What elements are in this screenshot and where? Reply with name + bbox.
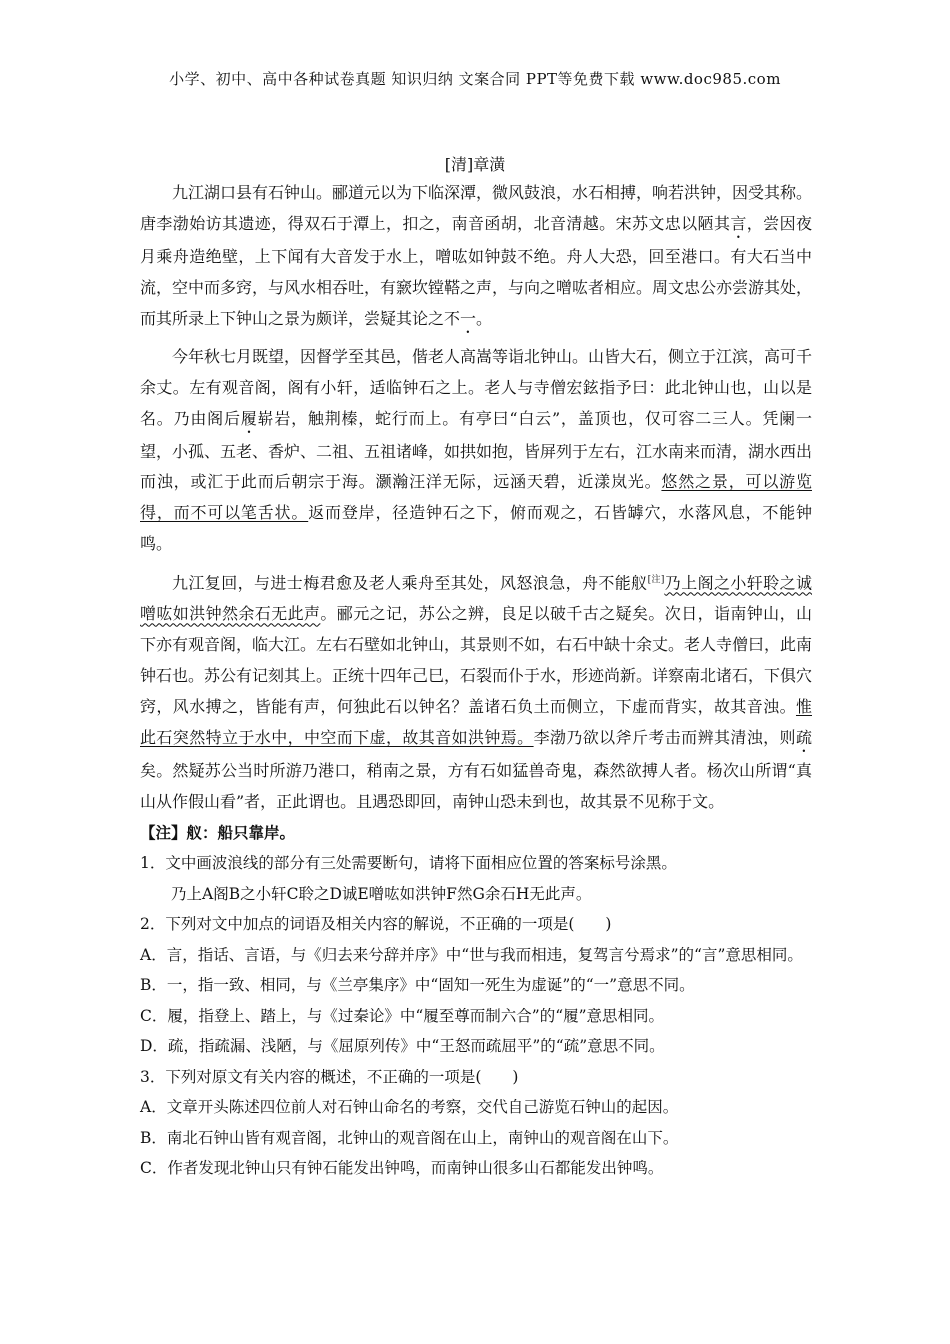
text-run: ，尝因夜月乘舟造绝壁，上下闻有大音发于水上，噌吰如钟鼓不绝。舟人大恐，回至港口。有大石当中流，空中而多窍，与风水相吞吐，有窾坎镗鞳之声，与向之噌吰者相应。周文忠公亦尝游其处，而其所录上下钟山之景为颇详，尝疑其论之不 xyxy=(140,213,813,328)
footnote xyxy=(140,818,812,849)
question-2: 2．下列对文中加点的词语及相关内容的解说，不正确的一项是( ) xyxy=(140,915,612,934)
underlined-sentence: 惟此石突然特立于水中，中空而下虚，故其音如洪钟焉。 xyxy=(140,697,812,748)
question-1-options: 乃上A阁B之小轩C聆之D诚E噌吰如洪钟F然G余石H无此声。 xyxy=(171,884,592,903)
question-1: 1．文中画波浪线的部分有三处需要断句，请将下面相应位置的答案标号涂黑。 xyxy=(140,854,677,873)
paragraph-3 xyxy=(140,565,812,818)
dotted-word: 一 xyxy=(460,308,477,328)
text-run: 李渤乃欲以斧斤考击而辨其清浊，则 xyxy=(533,728,796,748)
wavy-underlined-sentence: 乃上阁之小轩聆之诚噌吰如洪钟然余石无此声 xyxy=(140,573,812,624)
question-2-option-b: B．一，指一致、相同，与《兰亭集序》中“固知一死生为虚诞”的“一”意思不同。 xyxy=(140,976,695,995)
dotted-word: 疏 xyxy=(795,728,812,748)
article-author: [清]章潢 xyxy=(444,155,506,174)
question-2-option-c: C．履，指登上、踏上，与《过秦论》中“履至尊而制六合”的“履”意思相同。 xyxy=(140,1006,665,1025)
dotted-word: 言 xyxy=(730,213,747,233)
text-run: 九江湖口县有石钟山。郦道元以为下临深潭，微风鼓浪，水石相搏，响若洪钟，因受其称。唐李渤始访其遗迹，得双石于潭上，扣之，南音函胡，北音清越。宋苏文忠以陋其 xyxy=(140,183,813,233)
footnote-label: 【注】 xyxy=(140,822,187,842)
text-run: 。 xyxy=(476,308,493,328)
text-run: 今年秋七月既望，因督学至其邑，偕老人高嵩等诣北钟山。山皆大石，侧立于江滨，高可千余丈。左有观音阁，阁有小轩，适临钟石之上。老人与寺僧宏鉉指予曰：此北钟山也，山以是名。乃由阁后 xyxy=(140,346,813,428)
paragraph-2 xyxy=(140,342,812,560)
text-run: 九江复回，与进士梅君愈及老人乘舟至其处，风怒浪急，舟不能舣 xyxy=(172,573,648,593)
article-body xyxy=(140,178,812,1184)
paragraph-1 xyxy=(140,178,812,337)
question-2-option-d: D．疏，指疏漏、浅陋，与《屈原列传》中“王怒而疏屈平”的“疏”意思不同。 xyxy=(140,1037,665,1056)
question-3-option-b: B．南北石钟山皆有观音阁，北钟山的观音阁在山上，南钟山的观音阁在山下。 xyxy=(140,1128,679,1147)
text-run: 。郦元之记，苏公之辨，良足以破千古之疑矣。次日，诣南钟山，山下亦有观音阁，临大江。左右石壁如北钟山，其景则不如，右石中缺十余丈。老人寺僧曰，此南钟石也。苏公有记刻其上。正统十四年己巳，石裂而仆于水，形迹尚新。详察南北诸石，下俱穴窍，风水搏之，皆能有声，何独此石以钟名？盖诸石负土而侧立，下虚而背实，故其音浊。 xyxy=(140,604,813,717)
question-3: 3．下列对原文有关内容的概述，不正确的一项是( ) xyxy=(140,1067,519,1086)
question-3-option-c: C．作者发现北钟山只有钟石能发出钟鸣，而南钟山很多山石都能发出钟鸣。 xyxy=(140,1159,664,1178)
underlined-sentence: 悠然之景，可以游览得，而不可以笔舌状。 xyxy=(140,472,812,523)
text-run: 返而登岸，径造钟石之下，俯而观之，石皆罅穴，水落风息，不能钟鸣。 xyxy=(140,503,812,554)
footnote-text: 舣：船只靠岸。 xyxy=(186,822,296,842)
question-2-option-a: A．言，指话、言语，与《归去来兮辞并序》中“世与我而相违，复驾言兮焉求”的“言”意思相同。 xyxy=(140,945,803,964)
page-header: 小学、初中、高中各种试卷真题 知识归纳 文案合同 PPT等免费下载 www.doc985.com xyxy=(169,70,781,88)
footnote-marker: [注] xyxy=(647,575,665,586)
questions-section xyxy=(140,818,812,1184)
question-3-option-a: A．文章开头陈述四位前人对石钟山命名的考察，交代自己游览石钟山的起因。 xyxy=(140,1098,679,1117)
dotted-word: 履 xyxy=(240,408,258,428)
text-run: 矣。然疑苏公当时所游乃港口，稍南之景，方有石如猛兽奇鬼，森然欲搏人者。杨次山所谓“真山从作假山看”者，正此谓也。且遇恐即回，南钟山恐未到也，故其景不见称于文。 xyxy=(140,761,812,811)
text-run: 崭岩，触荆榛，蛇行而上。有亭曰“白云”，盖顶也，仅可容二三人。凭阑一望，小孤、五老、香炉、二祖、五祖诸峰，如拱如抱，皆屏列于左右，江水南来而清，湖水西出而浊，或汇于此而后朝宗于海。灏瀚汪洋无际，远涵天碧，近漾岚光。 xyxy=(140,408,813,492)
